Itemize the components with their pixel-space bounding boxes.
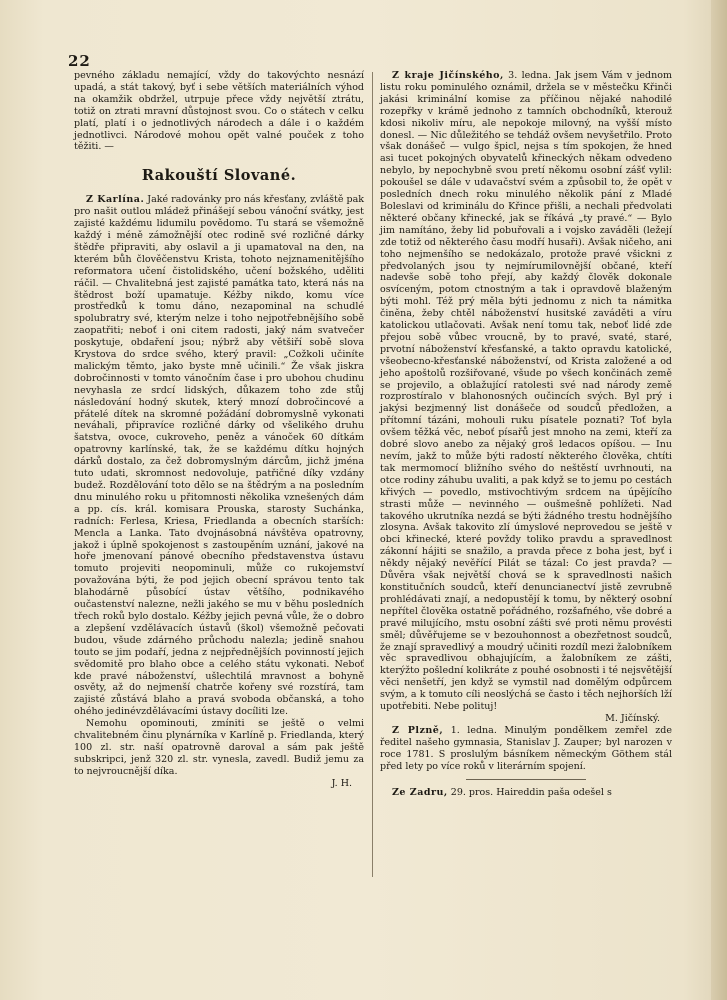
dateline-date: 1. ledna. [450,724,497,736]
jicin-article [380,70,672,713]
article-text: Minulým pondělkem zemřel zde ředitel našeho gymnasia, Stanislav J. Zauper; byl narozen v roce 1781. S proslulým básníkem německým Göthem stál před lety po více roků v literárním spojení. [380,724,672,772]
plzne-article [380,725,672,773]
karlin-article [74,194,364,718]
dateline-place: Z Karlína. [86,194,145,206]
left-column [74,70,364,790]
right-column [380,70,672,799]
article-text: Jaké radovánky pro nás křesťany, zvláště pak pro našit outlou mládež přinášejí sebou vánoční svátky, jest zajisté každému lidumilu povědomo. Tu stará se všemožně každý i méně zámožnější otec rodině své rozličné dárky štědře připraviti, aby oslavil a ji upamatoval na den, na kterém bůh člověčenstvu Krista, tohoto nejznamenitějšího reformatora učení čistolidského, učení božského, uděliti ráčil. — Chvalitebná jest zajisté památka tato, která nás na štědrost boží upamatuje. Kéžby nikdo, komu více prostředků k tomu dáno, nezapominal na schudlé spolubratry své, kterým nelze i toho nejpotřebnějšího sobě zaopatřiti; neboť i oni citem radosti, jaký nám svatvečer poskytuje, obdaření jsou; nýbrž aby většiří sobě slova Krystova do srdce svého, který pravil: „Cožkoli učiníte malickým těmto, jako byste mně učinili.“ Že však jiskra dobročinnosti v tomto vánočním čase i pro ubohou chudinu nevyhasla ze srdcí lidských, důkazem toho zde stůj následování hodný skutek, který mnozí dobročincové a přátelé dítek na skromné požádání dobromyslně vykonati neváhali, připravíce rozličné dárky od všelikého druhu šatstva, ovoce, cukroveho, peněz a vánoček 60 dítkám opatrovny karlínské, tak, že se každému dítku hojných dárků dostalo, za čež dobromyslným dárcům, jichž jména tuto udati, skromnost nedovoluje, patřičné díky vzdány budež. Rozdělování toto dělo se na štědrým a na posledním dnu minulého roku u přitomnosti několika vznešených dám a pp. cís. král. komisara Prouska, starosty Suchánka, radních: Ferlesa, Kriesa, Friedlanda a obecních starších: Mencla a Lanka. Tato dvojnásobná návštěva opatrovny, jakož i úplně spokojenost s zastoupěním uznání, jakové na hoře jmenovaní pánové obecního představenstva ústavu tomuto projeviti neopominuli, může co rukojemství považována býti, že pod jejich obecní správou tento tak blahodárně působící ústav většího, podnikavého oučastenství nalezne, nežli jakého se mu v běhu posledních třech roků bylo dostalo. Kéžby jejich pevná vůle, že o dobro a zlepšení vzdělávacích ústavů (škol) všemožně pečovati budou, všude zdárného průchodu nalezla; jedině snahou touto se jim podaří, jedna z nejpřednějších povinností jejich svědomitě pro blaho obce a celého státu vykonati. Neboť kde pravé náboženství, ušlechtilá mravnost a bohyně osvěty, až do nejmenší chatrče kořeny své rozstírá, tam zajisté zůstává blaho a pravá svoboda občanská, a toho ohého jedinévzdělávacími ústavy docíliti lze. [74,194,364,718]
dateline-date: 29. pros. [450,787,494,799]
page-number: 22 [68,52,91,70]
column-divider [372,72,373,877]
article-text: Haireddin paša odešel s [496,787,612,799]
dateline-place: Ze Zadru, [392,787,448,799]
page-edge [711,0,727,1000]
author-signature: M. Jičínský. [605,712,660,724]
dateline-date: 3. ledna. [508,70,552,81]
dateline-place: Z kraje Jičínského, [392,70,504,81]
article-text: Nemohu opominouti, zmíniti se ještě o velmi chvalitebném činu plynárníka v Karlíně p. Friedlanda, který 100 zl. str. naší opatrovně daroval a sám pak ještě subskripci, jenž 320 zl. str. vynesla, zavedl. Budiž jemu za to nejvroucnější díka. [74,718,364,777]
dateline-place: Z Plzně, [392,724,444,736]
article-separator [466,779,586,780]
karlin-article-continued [74,718,364,778]
section-heading: Rakouští Slované. [141,167,297,185]
zadru-article [380,787,672,799]
article-text: Jak jsem Vám v jednom listu roku pominulého oznámil, držela se v městečku Křinči jakási kriminální komise za příčinou nějaké nahodilé rozepřky v krámě jednoho z tamních obchodníků, kterouž kdosi nikoliv míru, ale nepokoje milovný, na vyšší místo donesl. — Nic důležitého se tehdáž ovšem nevyšetřilo. Proto však donášeč — vulgo špicl, nejsa s tím spokojen, že hned asi tucet pokojných obyvatelů křineckých někam odvedeno nebylo, by nepochybně svou pretí někomu osobní zášť vylil: pokoušel se dále v udavačství svém a způsobil to, že opět v posledních dnech roku minulého několik pání z Mladé Boleslavi od kriminálu do Křince přišli, a nechali předvolati některé občany křinecké, jak se říkává „ty pravé.“ — Bylo jim namítáno, žeby lid pobuřovali a i vojsko zaváděli (ležejí zde totiž od některého času modří husaři). Avšak ničeho, ani toho nejmenšího se nedokázalo, protože pravé všickni z předvolaných jsou ty nejmírumilovnější občané, kteří nadevše sobě toho přejí, aby každý člověk dokonale osvíceným, potom ctnostným a tak i opravdově blaženým býti mohl. Též prý měla býti jednomu z nich ta námitka činěna, žeby chtěl náboženství husitské zaváděti a víru katolickou utlačovati. Avšak není tomu tak, neboť lidé zde přejou sobě vůbec vroucně, by to pravé, svaté, staré, prvotní náboženství křesťanské, a takto opravdu katolické, všeobecno-křesťanské náboženství, od Krista založené a od jeho apoštolů rozšiřované, všude po všech končinách země se projevilo, a oblažující ratolesti své nad národy země rozprostíralo v blahonosných oučincích svých. Byl prý i jakýsi bezjmenný list donášeče od soudců předložen, a přítomní tázáni, mohouli ruku písatele poznati? Toť byla ovšem těžká věc, neboť písařů jest mnoho na zemi, kteří za dobré slovo anebo za nějaký groš ledacos opíšou. — Inu nevím, jakž to může býti radostí některého člověka, chtíti tak mermomocí bližního svého do neštěstí uvrhnouti, na otce rodiny záhubu uvaliti, a pak když se to jemu po cestách křivých — povedlo, mstivochtivým srdcem na úpějícího strasti může — nevinného — oušmešně pohlížeti. Nad takového ukrutníka nezdá se býti žádného trestu hodnějšího zlosyna. Avšak takovito zlí úmyslové neprovedou se ještě v obci křinecké, které povždy toliko pravdu a spravedlnost zákonní hájiti se snažilo, a pravda přece z boha jest, byť i někdy nějaký nevěřící Pilát se tázal: Co jest pravda? — Důvěra však největší chová se k spravedlnosti našich konstitučních soudců, kteří denuncianectví jistě zevrubně prohlédávati znají, a nedopustějí k tomu, by některý osobní nepřítel člověka ostatně pořádného, rozšafného, vše dobré a pravé milujícího, mstu osobní zášti své proti němu provésti směl; důvěřujeme se v bezouhonnost a obezřetnost soudců, že znají spravedlivý a moudrý učiniti rozdíl mezi žalobníkem věc spravedlivou obhajujícím, a žalobníkem ze zášti, kterýžto pošlední kolikráte z pouhé osobnosti i té nejsvětější věci nenšetří, jen když se vymstil nad domělým odpůrcem svým, a k tomuto cíli neoslýchá se často i těch nejhorších lží upotřebiti. Nebe polituj! [380,70,672,713]
continued-paragraph: pevného základu nemající, vždy do takovýchto nesnází upadá, a stát takový, byť i sebe větších materiálních výhod na okamžik obdržel, utrpuje přece vždy největší ztrátu, totiž on ztrati mravní důstojnost svou. Co o státech v celku platí, platí i o jednotlivých národech a dále i o každém jednotlivci. Národové mohou opět valné pouček z toho těžiti. — [74,70,364,153]
author-signature: J. H. [331,777,352,789]
